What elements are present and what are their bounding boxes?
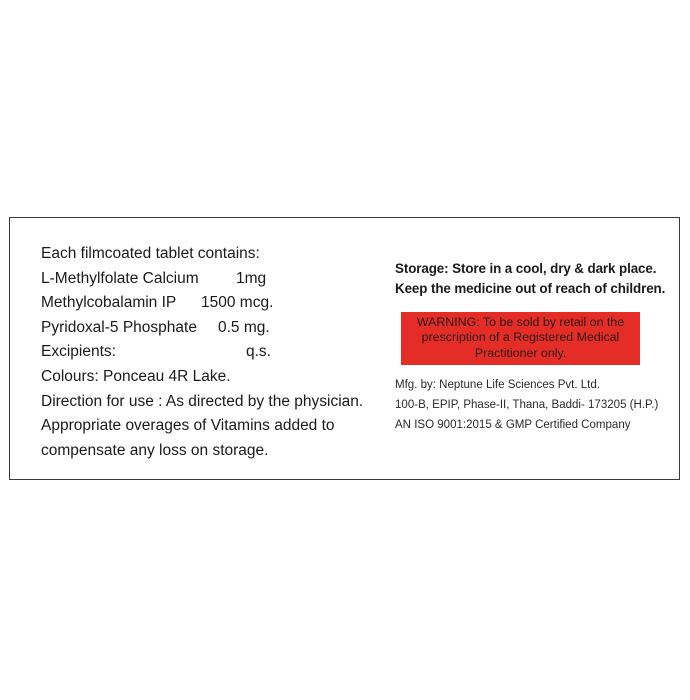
composition-block — [41, 242, 371, 463]
ingredient-quantity: 1mg — [236, 269, 267, 287]
ingredient-quantity: 1500 mcg. — [201, 294, 274, 312]
ingredient-name: Pyridoxal-5 Phosphate — [41, 318, 197, 336]
overages-text-line2: compensate any loss on storage. — [41, 441, 269, 459]
storage-block — [395, 259, 670, 435]
warning-text-line3: Practitioner only. — [474, 345, 567, 360]
ingredient-row — [41, 267, 371, 292]
manufacturer-name: Mfg. by: Neptune Life Sciences Pvt. Ltd. — [395, 377, 600, 392]
overages-text-line1: Appropriate overages of Vitamins added to — [41, 417, 335, 435]
keep-out-of-reach: Keep the medicine out of reach of children. — [395, 280, 666, 296]
manufacturer-address: 100-B, EPIP, Phase-II, Thana, Baddi- 173205 (H.P.) — [395, 397, 659, 412]
manufacturer-info — [395, 375, 659, 434]
ingredient-name: Excipients: — [41, 343, 116, 361]
ingredient-quantity: q.s. — [246, 343, 271, 361]
ingredient-quantity: 0.5 mg. — [218, 318, 270, 336]
ingredient-name: L-Methylfolate Calcium — [41, 269, 199, 287]
storage-instruction: Storage: Store in a cool, dry & dark place. — [395, 261, 657, 276]
direction-text: Direction for use : As directed by the physician. — [41, 392, 364, 410]
ingredient-row — [41, 316, 371, 341]
ingredient-row — [41, 340, 371, 365]
warning-text-line1: WARNING: To be sold by retail on the — [416, 315, 625, 329]
carton-label-panel — [9, 217, 680, 480]
warning-box — [401, 312, 640, 365]
warning-text-line2: prescription of a Registered Medical — [421, 330, 620, 345]
ingredient-row — [41, 291, 371, 316]
composition-heading: Each filmcoated tablet contains: — [41, 245, 260, 262]
certification-text: AN ISO 9001:2015 & GMP Certified Company — [395, 416, 631, 431]
ingredient-name: Methylcobalamin IP — [41, 294, 177, 312]
colours-text: Colours: Ponceau 4R Lake. — [41, 367, 231, 385]
